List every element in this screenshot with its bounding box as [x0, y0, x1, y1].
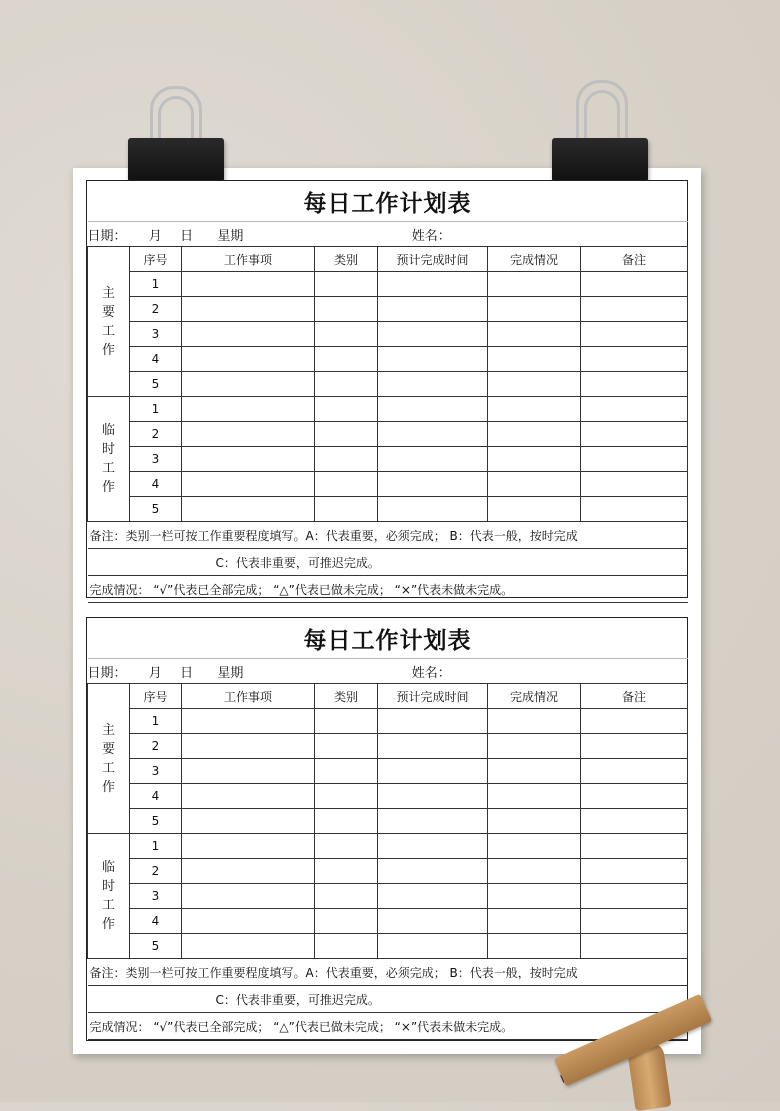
table-cell[interactable]	[581, 734, 688, 759]
header-task: 工作事项	[182, 247, 315, 272]
table-cell[interactable]	[488, 859, 581, 884]
table-cell[interactable]	[315, 472, 378, 497]
table-cell[interactable]	[182, 422, 315, 447]
weekday-label: 星期	[217, 665, 244, 681]
table-cell[interactable]	[581, 834, 688, 859]
table-row	[88, 372, 688, 397]
row-number: 1	[130, 709, 182, 734]
table-row	[88, 809, 688, 834]
table-cell[interactable]	[488, 809, 581, 834]
table-cell[interactable]	[488, 909, 581, 934]
table-cell[interactable]	[581, 422, 688, 447]
section-temp-work: 临 时 工 作	[88, 834, 130, 959]
table-cell[interactable]	[581, 759, 688, 784]
table-cell[interactable]	[182, 472, 315, 497]
row-number: 2	[130, 422, 182, 447]
table-cell[interactable]	[581, 472, 688, 497]
table-cell[interactable]	[581, 297, 688, 322]
table-row	[88, 347, 688, 372]
table-cell[interactable]	[182, 322, 315, 347]
binder-clip-left-icon	[128, 86, 224, 186]
table-cell[interactable]	[315, 347, 378, 372]
table-cell[interactable]	[182, 347, 315, 372]
table-cell[interactable]	[315, 272, 378, 297]
table-cell[interactable]	[315, 397, 378, 422]
daily-plan-form-2	[86, 617, 688, 1041]
table-cell[interactable]	[488, 422, 581, 447]
section-temp-work: 临 时 工 作	[88, 397, 130, 522]
table-cell[interactable]	[182, 784, 315, 809]
day-label: 日	[180, 665, 194, 681]
month-label: 月	[148, 228, 162, 244]
table-cell[interactable]	[581, 784, 688, 809]
table-cell[interactable]	[581, 447, 688, 472]
table-cell[interactable]	[581, 909, 688, 934]
rubber-stamp-icon	[545, 985, 715, 1102]
row-number: 2	[130, 297, 182, 322]
table-cell[interactable]	[488, 447, 581, 472]
table-cell[interactable]	[182, 909, 315, 934]
table-cell	[88, 222, 688, 247]
day-label: 日	[180, 228, 194, 244]
table-cell[interactable]	[182, 834, 315, 859]
row-number: 2	[130, 859, 182, 884]
header-status: 完成情况	[488, 684, 581, 709]
table-row	[88, 297, 688, 322]
month-label: 月	[148, 665, 162, 681]
table-cell[interactable]	[378, 709, 488, 734]
table-cell[interactable]	[488, 297, 581, 322]
table-row	[88, 759, 688, 784]
table-cell[interactable]	[488, 272, 581, 297]
table-cell[interactable]	[315, 934, 378, 959]
table-cell[interactable]	[581, 397, 688, 422]
table-cell[interactable]	[581, 322, 688, 347]
form-title: 每日工作计划表	[303, 190, 472, 217]
table-row	[88, 322, 688, 347]
header-status: 完成情况	[488, 247, 581, 272]
table-cell[interactable]	[581, 934, 688, 959]
table-cell[interactable]	[378, 422, 488, 447]
table-cell[interactable]	[581, 372, 688, 397]
table-cell[interactable]	[182, 447, 315, 472]
header-remark: 备注	[581, 247, 688, 272]
table-cell[interactable]	[378, 272, 488, 297]
table-cell[interactable]	[488, 734, 581, 759]
table-cell[interactable]	[581, 709, 688, 734]
table-row	[88, 734, 688, 759]
table-row	[88, 884, 688, 909]
table-cell[interactable]	[182, 759, 315, 784]
note-category-c: C：代表非重要，可推迟完成。	[88, 986, 688, 1013]
header-eta: 预计完成时间	[378, 684, 488, 709]
table-row	[88, 472, 688, 497]
table-cell[interactable]	[315, 322, 378, 347]
section-main-work: 主 要 工 作	[88, 684, 130, 834]
table-cell[interactable]	[182, 272, 315, 297]
weekday-label: 星期	[217, 228, 244, 244]
table-cell[interactable]	[378, 497, 488, 522]
table-cell[interactable]	[315, 784, 378, 809]
table-cell[interactable]	[315, 834, 378, 859]
table-row	[88, 859, 688, 884]
section-main-work: 主 要 工 作	[88, 247, 130, 397]
date-label: 日期：	[87, 228, 127, 244]
table-cell[interactable]	[488, 784, 581, 809]
row-number: 3	[130, 884, 182, 909]
table-cell[interactable]	[315, 759, 378, 784]
table-cell[interactable]	[378, 934, 488, 959]
table-row	[88, 784, 688, 809]
table-cell[interactable]	[581, 497, 688, 522]
table-cell[interactable]	[182, 809, 315, 834]
table-cell[interactable]	[315, 859, 378, 884]
row-number: 4	[130, 784, 182, 809]
row-number: 2	[130, 734, 182, 759]
table-cell[interactable]	[378, 909, 488, 934]
table-row	[88, 934, 688, 959]
table-cell[interactable]	[488, 709, 581, 734]
table-row	[88, 834, 688, 859]
table-cell[interactable]	[581, 272, 688, 297]
table-cell[interactable]	[488, 347, 581, 372]
table-cell[interactable]	[182, 397, 315, 422]
table-cell[interactable]	[378, 472, 488, 497]
row-number: 3	[130, 447, 182, 472]
table-cell[interactable]	[378, 859, 488, 884]
row-number: 4	[130, 472, 182, 497]
table-cell[interactable]	[378, 734, 488, 759]
table-cell[interactable]	[378, 447, 488, 472]
row-number: 5	[130, 934, 182, 959]
header-category: 类别	[315, 247, 378, 272]
row-number: 5	[130, 497, 182, 522]
table-cell[interactable]	[581, 859, 688, 884]
header-remark: 备注	[581, 684, 688, 709]
table-cell[interactable]	[378, 297, 488, 322]
table-cell	[88, 659, 688, 684]
table-row	[88, 447, 688, 472]
date-label: 日期：	[87, 665, 127, 681]
row-number: 1	[130, 397, 182, 422]
name-label: 姓名：	[411, 228, 451, 244]
table-row	[88, 272, 688, 297]
table-cell[interactable]	[488, 322, 581, 347]
row-number: 4	[130, 909, 182, 934]
row-number: 1	[130, 272, 182, 297]
table-cell[interactable]	[182, 372, 315, 397]
table-cell[interactable]	[315, 422, 378, 447]
table-cell[interactable]	[378, 759, 488, 784]
table-cell[interactable]	[182, 709, 315, 734]
row-number: 4	[130, 347, 182, 372]
note-category-c: C：代表非重要，可推迟完成。	[88, 549, 688, 576]
note-category: 备注：类别一栏可按工作重要程度填写。A：代表重要，必须完成； B：代表一般，按时完成	[88, 959, 688, 986]
table-cell[interactable]	[581, 884, 688, 909]
table-cell[interactable]	[378, 784, 488, 809]
daily-plan-form-1	[86, 180, 688, 598]
table-cell[interactable]	[182, 884, 315, 909]
row-number: 3	[130, 322, 182, 347]
row-number: 5	[130, 809, 182, 834]
note-status: 完成情况： “√”代表已全部完成； “△”代表已做未完成； “×”代表未做未完成。	[88, 1013, 688, 1040]
table-cell[interactable]	[182, 859, 315, 884]
table-cell[interactable]	[488, 934, 581, 959]
header-seq: 序号	[130, 684, 182, 709]
table-cell[interactable]	[315, 709, 378, 734]
table-cell[interactable]	[378, 347, 488, 372]
form-title: 每日工作计划表	[303, 627, 472, 654]
table-cell[interactable]	[488, 884, 581, 909]
table-cell[interactable]	[488, 372, 581, 397]
table-cell[interactable]	[378, 809, 488, 834]
table-cell[interactable]	[378, 372, 488, 397]
table-cell[interactable]	[315, 909, 378, 934]
table-cell[interactable]	[581, 347, 688, 372]
table-cell[interactable]	[315, 734, 378, 759]
table-cell[interactable]	[182, 734, 315, 759]
table-cell[interactable]	[315, 497, 378, 522]
row-number: 3	[130, 759, 182, 784]
row-number: 5	[130, 372, 182, 397]
table-cell[interactable]	[488, 472, 581, 497]
header-seq: 序号	[130, 247, 182, 272]
table-row	[88, 709, 688, 734]
header-category: 类别	[315, 684, 378, 709]
table-cell[interactable]	[182, 297, 315, 322]
table-cell[interactable]	[488, 497, 581, 522]
table-cell[interactable]	[315, 809, 378, 834]
table-cell[interactable]	[378, 884, 488, 909]
table-cell[interactable]	[182, 934, 315, 959]
table-cell[interactable]	[315, 447, 378, 472]
table-row	[88, 397, 688, 422]
table-cell[interactable]	[315, 372, 378, 397]
name-label: 姓名：	[411, 665, 451, 681]
header-task: 工作事项	[182, 684, 315, 709]
table-cell[interactable]	[378, 322, 488, 347]
table-row	[88, 909, 688, 934]
table-cell[interactable]	[488, 759, 581, 784]
table-cell[interactable]	[315, 884, 378, 909]
table-cell[interactable]	[378, 834, 488, 859]
row-number: 1	[130, 834, 182, 859]
table-cell[interactable]	[581, 809, 688, 834]
header-eta: 预计完成时间	[378, 247, 488, 272]
table-cell[interactable]	[488, 397, 581, 422]
table-row	[88, 422, 688, 447]
table-cell[interactable]	[488, 834, 581, 859]
note-status: 完成情况： “√”代表已全部完成； “△”代表已做未完成； “×”代表未做未完成。	[88, 576, 688, 603]
note-category: 备注：类别一栏可按工作重要程度填写。A：代表重要，必须完成； B：代表一般，按时完成	[88, 522, 688, 549]
table-cell[interactable]	[182, 497, 315, 522]
table-row	[88, 497, 688, 522]
binder-clip-right-icon	[552, 80, 648, 188]
table-cell[interactable]	[378, 397, 488, 422]
table-cell[interactable]	[315, 297, 378, 322]
